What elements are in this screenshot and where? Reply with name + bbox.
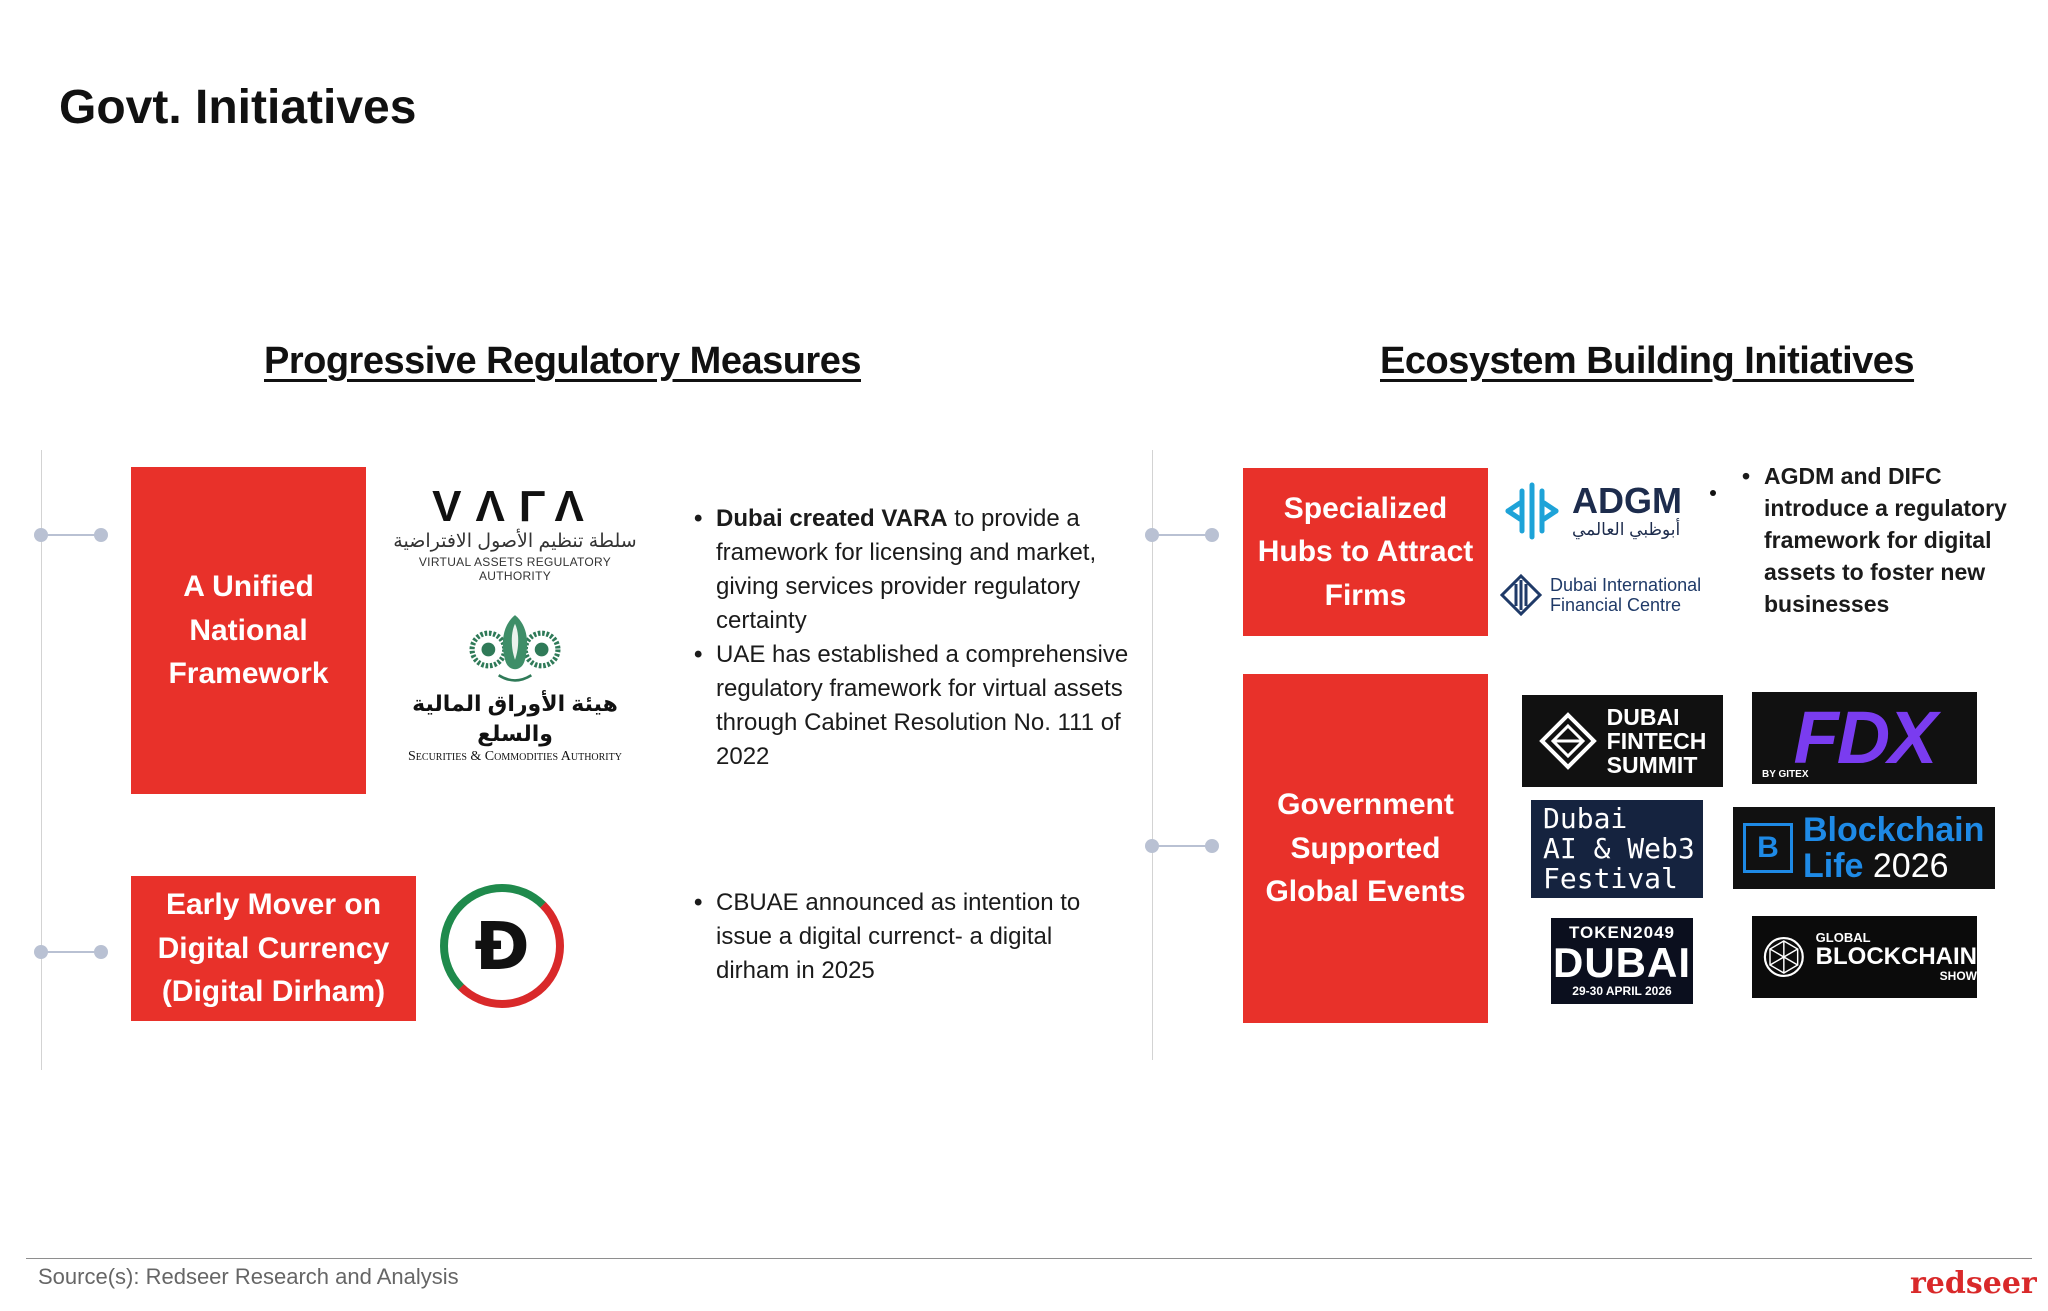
bullet-text: AGDM and DIFC introduce a regulatory framework for digital assets to foster new businesses: [1764, 463, 2007, 617]
redseer-logo: redseer: [1910, 1266, 2037, 1301]
gbs-line1: GLOBAL: [1815, 930, 1871, 945]
vara-logo: [384, 482, 646, 583]
global-blockchain-show-logo: [1752, 916, 1977, 998]
bl-line1: Blockchain: [1803, 811, 1985, 849]
adgm-logo: [1500, 474, 1690, 548]
early-mover-label: Early Mover on Digital Currency (Digital Dirham): [157, 888, 390, 1009]
fintech-diamond-icon: [1539, 712, 1597, 770]
bullet-item: [690, 502, 1140, 638]
digital-dirham-logo: [440, 884, 564, 1008]
adgm-asterisk-icon: [1500, 479, 1564, 543]
unified-framework-box: [131, 467, 366, 794]
bullet-bold-text: Dubai created VARA: [716, 505, 948, 532]
token-line3: 29-30 APRIL 2026: [1572, 984, 1672, 998]
dubai-ai-web3-festival-logo: [1531, 800, 1703, 898]
token2049-dubai-logo: [1551, 918, 1693, 1004]
bullet-item: [690, 886, 1120, 988]
bl-line2-life: Life: [1803, 847, 1864, 885]
blockchain-life-logo: [1733, 807, 1995, 889]
connector-dot: [1205, 528, 1219, 542]
adgm-name: ADGM: [1572, 480, 1682, 521]
difc-name-line1: Dubai International: [1550, 575, 1702, 595]
fintech-line2: FINTECH: [1606, 728, 1707, 754]
specialized-hubs-box: [1243, 468, 1488, 636]
difc-emblem-icon: [1500, 574, 1542, 616]
connector-line: [1152, 845, 1212, 847]
gbs-line2: BLOCKCHAIN: [1815, 943, 1977, 970]
dubai-fintech-summit-logo: [1522, 695, 1723, 787]
ai-festival-line2: AI & Web3: [1543, 832, 1695, 865]
unified-framework-label: A Unified National Framework: [168, 570, 329, 691]
footer-divider: [26, 1258, 2032, 1259]
blockchain-life-icon: [1743, 823, 1793, 873]
sca-emblem-icon: [460, 610, 570, 689]
bullet-item: [1738, 460, 2038, 620]
connector-dot: [94, 945, 108, 959]
token-line2: DUBAI: [1553, 939, 1691, 986]
ai-festival-line3: Festival: [1543, 862, 1678, 895]
fdx-logo: [1752, 692, 1977, 784]
left-timeline-line: [41, 450, 42, 1070]
sca-english-name: Securities & Commodities Authority: [408, 749, 622, 764]
vara-english-name: VIRTUAL ASSETS REGULATORY AUTHORITY: [418, 555, 612, 583]
difc-name-line2: Financial Centre: [1550, 595, 1682, 615]
bullet-text: to provide a framework for licensing and market, giving services provider regulatory certainty: [716, 505, 1097, 634]
global-events-label: Government Supported Global Events: [1265, 788, 1466, 909]
global-blockchain-globe-icon: [1762, 927, 1806, 987]
specialized-hubs-label: Specialized Hubs to Attract Firms: [1257, 491, 1474, 612]
section-heading-regulatory: Progressive Regulatory Measures: [264, 340, 861, 382]
bullet-item: [690, 638, 1140, 774]
dirham-glyph: Đ: [474, 907, 530, 985]
connector-line: [1152, 534, 1212, 536]
difc-logo: [1500, 570, 1718, 620]
early-mover-bullets: [690, 886, 1120, 988]
vara-arabic-name: سلطة تنظيم الأصول الافتراضية: [393, 531, 637, 552]
fdx-subtitle: BY GITEX: [1762, 769, 1809, 780]
global-events-box: [1243, 674, 1488, 1023]
bullet-text: CBUAE announced as intention to issue a digital currenct- a digital dirham in 2025: [716, 889, 1081, 984]
gbs-line3: SHOW: [1939, 969, 1977, 983]
adgm-arabic-name: أبوظبي العالمي: [1572, 520, 1681, 539]
specialized-hubs-bullets: [1738, 460, 2038, 620]
unified-framework-bullets: [690, 502, 1140, 774]
bl-line2-year: 2026: [1863, 847, 1949, 885]
fdx-mark: FDX: [1793, 696, 1936, 779]
sca-arabic-name: هيئة الأوراق المالية والسلع: [412, 691, 618, 746]
ai-festival-line1: Dubai: [1543, 802, 1628, 835]
sca-logo: [384, 610, 646, 765]
connector-dot: [1205, 839, 1219, 853]
fintech-line1: DUBAI: [1606, 704, 1680, 730]
connector-line: [41, 534, 101, 536]
section-heading-ecosystem: Ecosystem Building Initiatives: [1380, 340, 1915, 382]
page-title: Govt. Initiatives: [59, 81, 417, 134]
stray-dot: [1710, 490, 1716, 496]
token-line1: TOKEN2049: [1568, 923, 1675, 942]
connector-dot: [94, 528, 108, 542]
connector-line: [41, 951, 101, 953]
early-mover-box: [131, 876, 416, 1021]
source-note: Source(s): Redseer Research and Analysis: [38, 1264, 459, 1289]
bl-icon-letter: B: [1757, 831, 1779, 864]
bullet-text: UAE has established a comprehensive regulatory framework for virtual assets through Cabinet Resolution No. 111 of 2022: [716, 641, 1129, 770]
vara-mark: VΛΓΛ: [432, 482, 598, 531]
fintech-line3: SUMMIT: [1606, 752, 1698, 778]
